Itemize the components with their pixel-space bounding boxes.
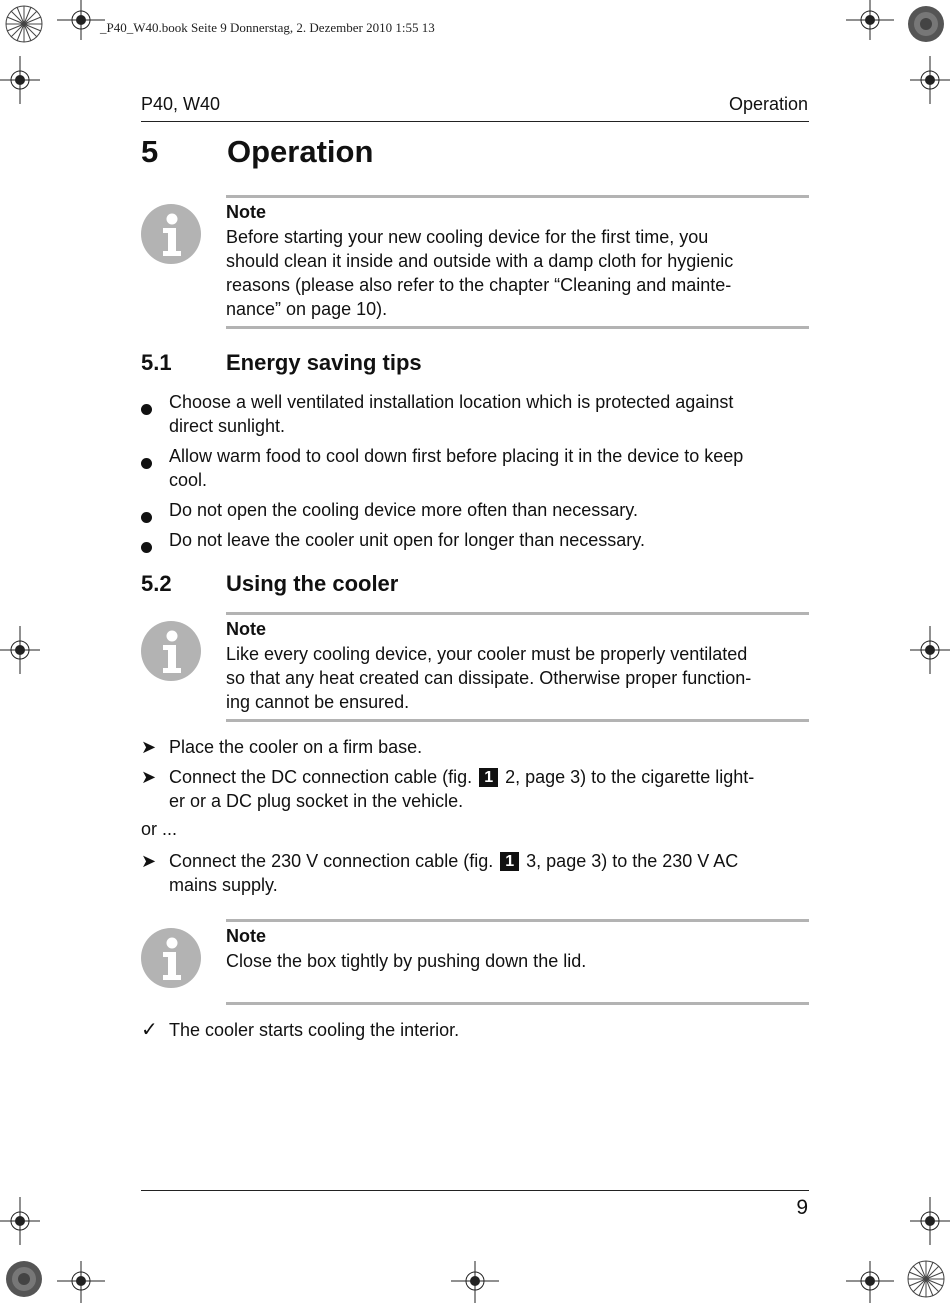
chapter-number: 5 xyxy=(141,134,159,169)
step-arrow-icon: ➤ xyxy=(141,737,157,757)
note-rule-bottom xyxy=(226,326,809,329)
step-line xyxy=(169,765,809,789)
note-line: ing cannot be ensured. xyxy=(226,692,410,712)
print-info: _P40_W40.book Seite 9 Donnerstag, 2. Dezember 2010 1:55 13 xyxy=(100,20,435,35)
chapter-title: Operation xyxy=(227,134,374,169)
step-text: Place the cooler on a firm base. xyxy=(169,737,423,757)
header-product: P40, W40 xyxy=(141,94,221,114)
note-title: Note xyxy=(226,202,266,222)
crosshair-mark-bottom-3 xyxy=(846,1261,894,1303)
note-line: Like every cooling device, your cooler must be properly ventilated xyxy=(226,644,748,664)
crosshair-mark-right-2 xyxy=(910,626,950,674)
crosshair-mark-left-2 xyxy=(0,626,40,674)
section-title: Energy saving tips xyxy=(226,350,422,375)
crosshair-mark-bottom-1 xyxy=(57,1261,105,1303)
header-section: Operation xyxy=(728,94,808,114)
checkmark-icon: ✓ xyxy=(141,1019,158,1041)
bullet-line: Do not open the cooling device more often than necessary. xyxy=(169,500,638,520)
bullet-line: Do not leave the cooler unit open for longer than necessary. xyxy=(169,530,645,550)
step-text: 2, page 3) to the cigarette light- xyxy=(505,767,755,787)
bullet-line: Choose a well ventilated installation location which is protected against xyxy=(169,392,734,412)
section-number: 5.2 xyxy=(141,571,172,596)
note-body: Close the box tightly by pushing down the lid. xyxy=(226,951,587,971)
section-number: 5.1 xyxy=(141,350,172,375)
crosshair-mark-right-1 xyxy=(910,56,950,104)
note-line: should clean it inside and outside with a damp cloth for hygienic xyxy=(226,251,734,271)
header-rule xyxy=(141,121,809,122)
note-rule-bottom xyxy=(226,1002,809,1005)
step-arrow-icon: ➤ xyxy=(141,851,157,871)
figure-reference-badge: 1 xyxy=(479,768,498,787)
info-icon xyxy=(141,928,201,988)
step-text: 3, page 3) to the 230 V AC xyxy=(526,851,739,871)
note-rule-top xyxy=(226,919,809,922)
bullet-dot xyxy=(141,528,163,552)
note-body xyxy=(226,642,811,714)
note-title: Note xyxy=(226,926,266,946)
note-cleaning xyxy=(141,195,809,331)
result-text: The cooler starts cooling the interior. xyxy=(169,1020,460,1040)
note-line: reasons (please also refer to the chapter “Cleaning and mainte- xyxy=(226,275,732,295)
info-icon xyxy=(141,204,201,264)
note-lid xyxy=(141,919,809,1007)
step-line: er or a DC plug socket in the vehicle. xyxy=(169,791,464,811)
crosshair-mark-top-2 xyxy=(846,0,894,42)
figure-reference-badge: 1 xyxy=(500,852,519,871)
footer-rule xyxy=(141,1190,809,1191)
step-line xyxy=(169,849,809,873)
bullet-line: cool. xyxy=(169,470,208,490)
registration-mark-bottom-right xyxy=(902,1255,950,1303)
info-icon xyxy=(141,621,201,681)
note-line: Before starting your new cooling device for the first time, you xyxy=(226,227,709,247)
step-text: Connect the DC connection cable (fig. xyxy=(169,767,473,787)
bullet-dot xyxy=(141,498,163,522)
note-title: Note xyxy=(226,619,266,639)
step-arrow-icon: ➤ xyxy=(141,767,157,787)
note-line: so that any heat created can dissipate. Otherwise proper function- xyxy=(226,668,752,688)
note-rule-bottom xyxy=(226,719,809,722)
crosshair-mark-right-3 xyxy=(910,1197,950,1245)
registration-mark-bottom-left xyxy=(0,1255,48,1303)
registration-mark-top-right xyxy=(902,0,950,48)
bullet-line: Allow warm food to cool down first before placing it in the device to keep xyxy=(169,446,744,466)
registration-mark-top-left xyxy=(0,0,50,50)
note-body xyxy=(226,225,811,321)
or-text: or ... xyxy=(141,819,178,839)
crosshair-mark-top-1 xyxy=(57,0,105,42)
section-title: Using the cooler xyxy=(226,571,399,596)
bullet-line: direct sunlight. xyxy=(169,416,286,436)
bullet-dot xyxy=(141,390,163,414)
crosshair-mark-left-3 xyxy=(0,1197,40,1245)
note-line: nance” on page 10). xyxy=(226,299,388,319)
note-rule-top xyxy=(226,195,809,198)
crosshair-mark-bottom-2 xyxy=(451,1261,499,1303)
note-rule-top xyxy=(226,612,809,615)
note-ventilation xyxy=(141,612,809,724)
crosshair-mark-left-1 xyxy=(0,56,40,104)
step-text: Connect the 230 V connection cable (fig. xyxy=(169,851,494,871)
page-number: 9 xyxy=(796,1196,808,1219)
bullet-dot xyxy=(141,444,163,468)
step-line: mains supply. xyxy=(169,875,278,895)
